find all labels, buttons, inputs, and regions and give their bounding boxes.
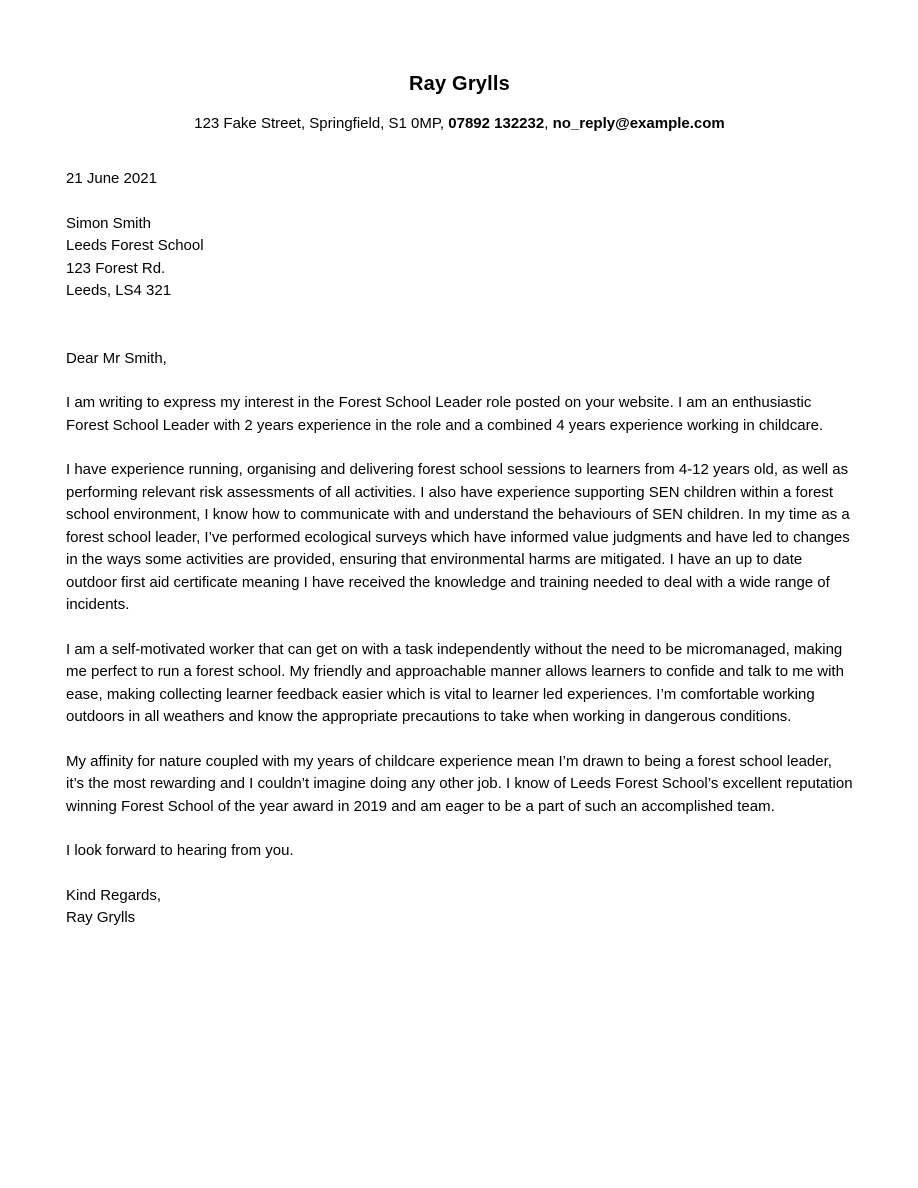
signoff-block xyxy=(66,885,853,930)
contact-separator: , xyxy=(544,115,553,132)
signoff: Kind Regards, xyxy=(66,886,162,904)
signature: Ray Grylls xyxy=(66,909,136,926)
contact-line xyxy=(66,113,853,135)
letter-header xyxy=(66,72,853,135)
closing-line: I look forward to hearing from you. xyxy=(66,842,294,859)
applicant-name: Ray Grylls xyxy=(409,73,510,95)
contact-email: no_reply@example.com xyxy=(552,115,725,132)
paragraph-experience: I have experience running, organising and delivering forest school sessions to learners from 4-12 years old, as well as performing relevant risk assessments of all activities. I also have experience supporting SEN children within a forest school environment, I know how to communicate with and understand the behaviours of SEN children. In my time as a forest school leader, I’ve performed ecological surveys which have informed value judgments and have led to changes in the ways some activities are provided, ensuring that environmental harms are mitigated. I have an up to date outdoor first aid certificate meaning I have received the knowledge and training needed to deal with a wide range of incidents. xyxy=(66,461,850,613)
contact-phone: 07892 132232 xyxy=(448,115,545,132)
recipient-city: Leeds, LS4 321 xyxy=(66,282,172,299)
recipient-street: 123 Forest Rd. xyxy=(66,259,166,277)
paragraph-motivation: My affinity for nature coupled with my years of childcare experience mean I’m drawn to being a forest school leader, it’s the most rewarding and I couldn’t imagine doing any other job. I know of Leeds Forest School’s excellent reputation winning Forest School of the year award in 2019 and am eager to be a part of such an accomplished team. xyxy=(66,752,853,815)
paragraph-qualities: I am a self-motivated worker that can get on with a task independently without the need to be micromanaged, making me perfect to run a forest school. My friendly and approachable manner allows learners to confide and talk to me with ease, making collecting learner feedback easier which is vital to learner led experiences. I’m comfortable working outdoors in all weathers and know the appropriate precautions to take when working in dangerous conditions. xyxy=(66,640,844,725)
letter-body xyxy=(66,168,853,930)
recipient-block xyxy=(66,213,853,303)
contact-address: 123 Fake Street, Springfield, S1 0MP, xyxy=(194,115,449,132)
salutation: Dear Mr Smith, xyxy=(66,349,167,367)
recipient-company: Leeds Forest School xyxy=(66,237,204,254)
letter-date: 21 June 2021 xyxy=(66,170,157,187)
recipient-name: Simon Smith xyxy=(66,214,152,232)
paragraph-intro: I am writing to express my interest in the Forest School Leader role posted on your website. I am an enthusiastic Forest School Leader with 2 years experience in the role and a combined 4 years experience working in childcare. xyxy=(66,394,824,434)
